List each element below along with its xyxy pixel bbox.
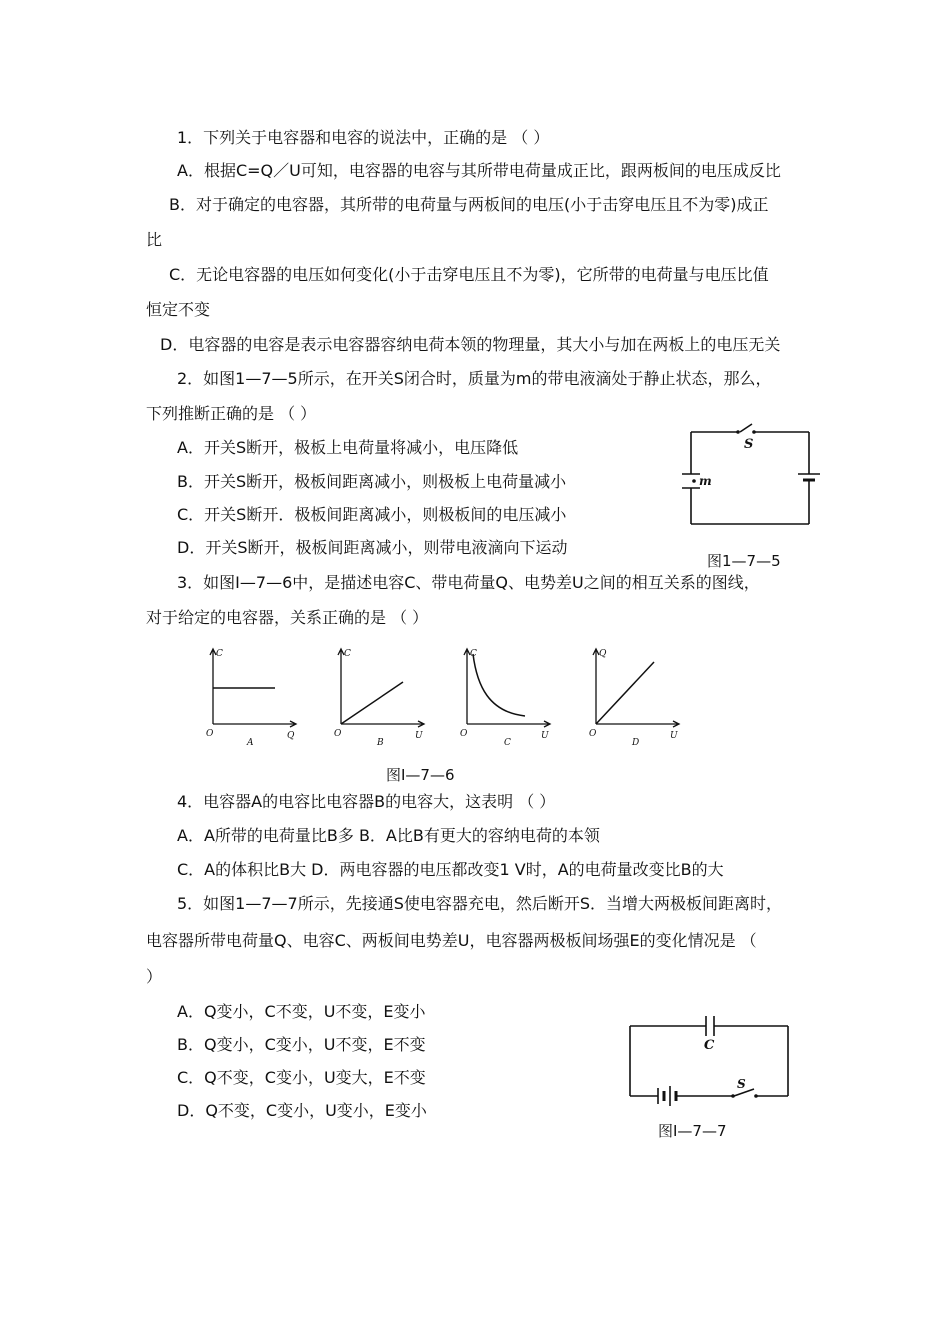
q5-option-a: A．Q变小，C不变，U不变，E变小 [177, 1002, 426, 1021]
q3-stem: 3．如图Ⅰ—7—6中，是描述电容C、带电荷量Q、电势差U之间的相互关系的图线， [177, 573, 760, 592]
graph-a [205, 646, 300, 746]
q1-option-c-continued: 恒定不变 [146, 300, 211, 319]
mass-label: m [699, 474, 712, 488]
figure-1-7-5-caption: 图1—7—5 [707, 552, 781, 570]
graph-a-y-label: C [216, 649, 223, 659]
graph-b-panel-label: B [377, 738, 384, 748]
graph-d-panel-label: D [632, 738, 640, 748]
q2-option-c: C．开关S断开．极板间距离减小，则极板间的电压减小 [177, 505, 567, 524]
q1-option-b: B．对于确定的电容器，其所带的电荷量与两板间的电压(小于击穿电压且不为零)成正 [169, 195, 769, 214]
q4-options-ab: A．A所带的电荷量比B多 B．A比B有更大的容纳电荷的本领 [177, 826, 600, 845]
q5-stem-end: ） [146, 967, 163, 986]
q5-option-c: C．Q不变，C变小，U变大，E不变 [177, 1068, 426, 1087]
graph-a-x-label: Q [287, 731, 295, 741]
q5-stem-continued: 电容器所带电荷量Q、电容C、两板间电势差U，电容器两极板间场强E的变化情况是 （ [146, 931, 757, 950]
figure-1-7-6-caption: 图Ⅰ—7—6 [386, 766, 455, 784]
q4-stem: 4．电容器A的电容比电容器B的电容大，这表明 （ ） [177, 792, 556, 811]
figure-1-7-7-caption: 图Ⅰ—7—7 [658, 1122, 727, 1140]
graph-c-origin: O [460, 729, 468, 739]
graph-c-x-label: U [541, 731, 549, 741]
graph-a-panel-label: A [247, 738, 254, 748]
q2-option-d: D．开关S断开，极板间距离减小，则带电液滴向下运动 [177, 538, 568, 557]
graph-b-y-label: C [344, 649, 351, 659]
q2-stem: 2．如图1—7—5所示，在开关S闭合时，质量为m的带电液滴处于静止状态，那么， [177, 369, 772, 388]
switch-label: S [744, 437, 754, 452]
graph-d [588, 646, 683, 746]
q5-option-b: B．Q变小，C变小，U不变，E不变 [177, 1035, 426, 1054]
circuit-figure-1-7-7 [622, 1014, 797, 1114]
q2-stem-continued: 下列推断正确的是 （ ） [146, 404, 317, 423]
graph-b-x-label: U [415, 731, 423, 741]
graph-c-y-label: C [470, 649, 477, 659]
q2-option-b: B．开关S断开，极板间距离减小，则极板上电荷量减小 [177, 472, 567, 491]
q1-option-d: D．电容器的电容是表示电容器容纳电荷本领的物理量，其大小与加在两板上的电压无关 [160, 335, 781, 354]
q1-option-b-continued: 比 [146, 230, 163, 249]
q5-stem: 5．如图1—7—7所示，先接通S使电容器充电，然后断开S．当增大两极板间距离时， [177, 894, 783, 913]
q2-option-a: A．开关S断开，极板上电荷量将减小，电压降低 [177, 438, 519, 457]
graph-d-origin: O [589, 729, 597, 739]
q4-options-cd: C．A的体积比B大 D．两电容器的电压都改变1 V时，A的电荷量改变比B的大 [177, 860, 724, 879]
switch-label-2: S [737, 1077, 746, 1091]
q1-option-c: C．无论电容器的电压如何变化(小于击穿电压且不为零)，它所带的电荷量与电压比值 [169, 265, 769, 284]
q1-stem: 1．下列关于电容器和电容的说法中，正确的是 （ ） [177, 128, 550, 147]
capacitor-label: C [704, 1038, 715, 1053]
graph-c-panel-label: C [504, 738, 511, 748]
q3-stem-continued: 对于给定的电容器，关系正确的是 （ ） [146, 608, 429, 627]
circuit-figure-1-7-5 [680, 420, 820, 535]
q1-option-a: A．根据C=Q／U可知，电容器的电容与其所带电荷量成正比，跟两板间的电压成反比 [177, 161, 781, 180]
graph-c [459, 646, 554, 746]
graph-b [333, 646, 428, 746]
graph-b-origin: O [334, 729, 342, 739]
graph-d-x-label: U [670, 731, 678, 741]
q5-option-d: D．Q不变，C变小，U变小，E变小 [177, 1101, 427, 1120]
graph-d-y-label: Q [599, 649, 607, 659]
graph-a-origin: O [206, 729, 214, 739]
